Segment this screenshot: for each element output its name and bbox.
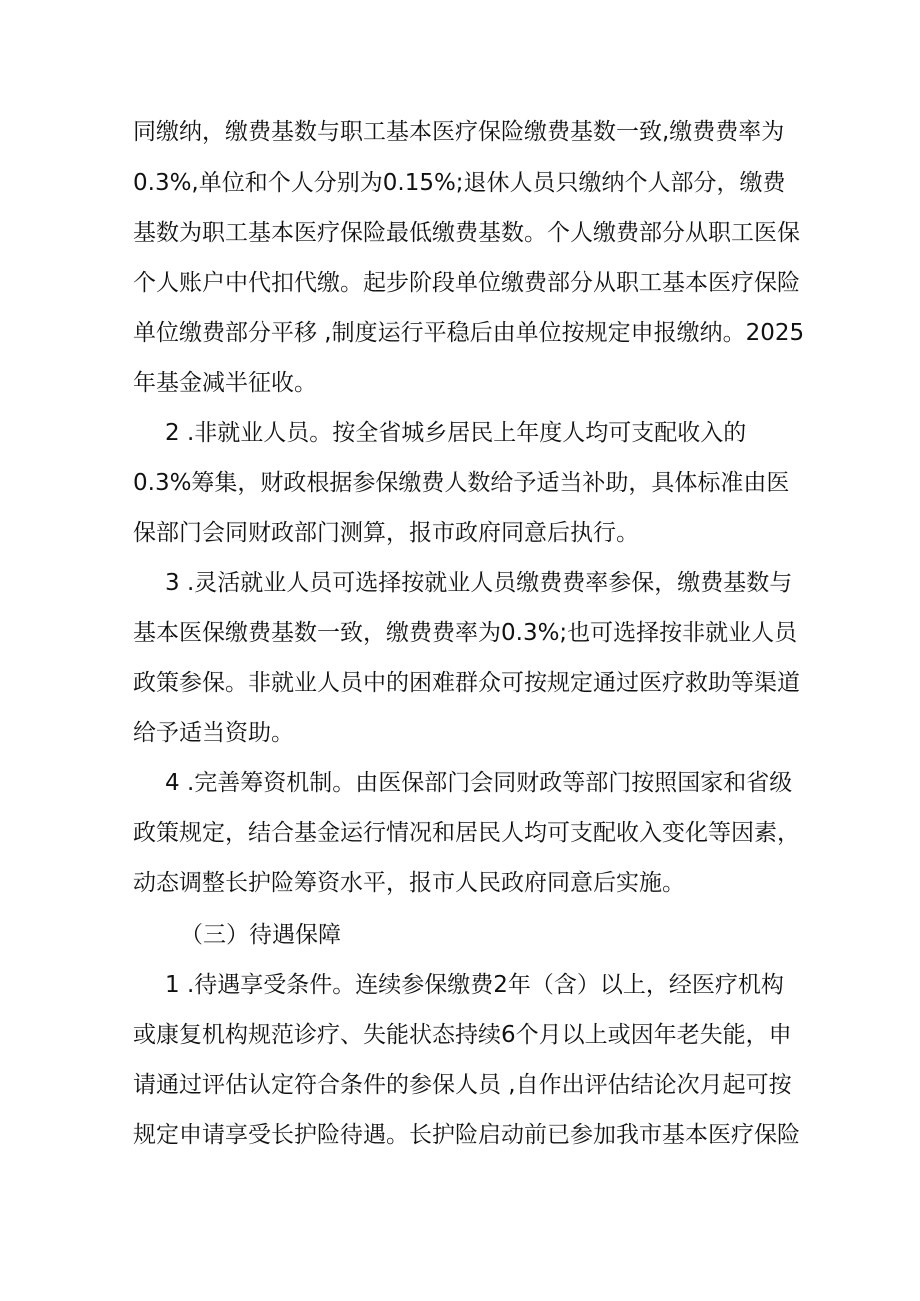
section-heading: （三）待遇保障: [180, 922, 341, 948]
paragraph-line: 0.3%筹集，财政根据参保缴费人数给予适当补助，具体标准由医: [133, 470, 790, 496]
paragraph-line: 保部门会同财政部门测算，报市政府同意后执行。: [133, 520, 639, 546]
paragraph-line: 0.3%,单位和个人分别为0.15%;退休人员只缴纳个人部分，缴费: [133, 170, 786, 196]
paragraph-line: 个人账户中代扣代缴。起步阶段单位缴费部分从职工基本医疗保险: [133, 270, 800, 296]
paragraph-line: 4 .完善筹资机制。由医保部门会同财政等部门按照国家和省级: [165, 770, 793, 796]
paragraph-line: 政策参保。非就业人员中的困难群众可按规定通过医疗救助等渠道: [133, 670, 800, 696]
paragraph-line: 基本医保缴费基数一致，缴费费率为0.3%;也可选择按非就业人员: [133, 620, 798, 646]
paragraph-line: 请通过评估认定符合条件的参保人员 ,自作出评估结论次月起可按: [133, 1072, 792, 1098]
paragraph-line: 年基金减半征收。: [133, 370, 317, 396]
paragraph-line: 或康复机构规范诊疗、失能状态持续6个月以上或因年老失能，申: [133, 1022, 792, 1048]
paragraph-line: 2 .非就业人员。按全省城乡居民上年度人均可支配收入的: [165, 420, 747, 446]
paragraph-line: 基数为职工基本医疗保险最低缴费基数。个人缴费部分从职工医保: [133, 220, 800, 246]
paragraph-line: 动态调整长护险筹资水平，报市人民政府同意后实施。: [133, 870, 685, 896]
paragraph-line: 单位缴费部分平移 ,制度运行平稳后由单位按规定申报缴纳。2025: [133, 320, 805, 346]
paragraph-line: 同缴纳，缴费基数与职工基本医疗保险缴费基数一致,缴费费率为: [133, 119, 785, 145]
paragraph-line: 1 .待遇享受条件。连续参保缴费2年（含）以上，经医疗机构: [165, 972, 784, 998]
paragraph-line: 政策规定，结合基金运行情况和居民人均可支配收入变化等因素，: [133, 820, 800, 846]
paragraph-line: 3 .灵活就业人员可选择按就业人员缴费费率参保，缴费基数与: [165, 570, 793, 596]
paragraph-line: 规定申请享受长护险待遇。长护险启动前已参加我市基本医疗保险: [133, 1122, 800, 1148]
paragraph-line: 给予适当资助。: [133, 720, 294, 746]
